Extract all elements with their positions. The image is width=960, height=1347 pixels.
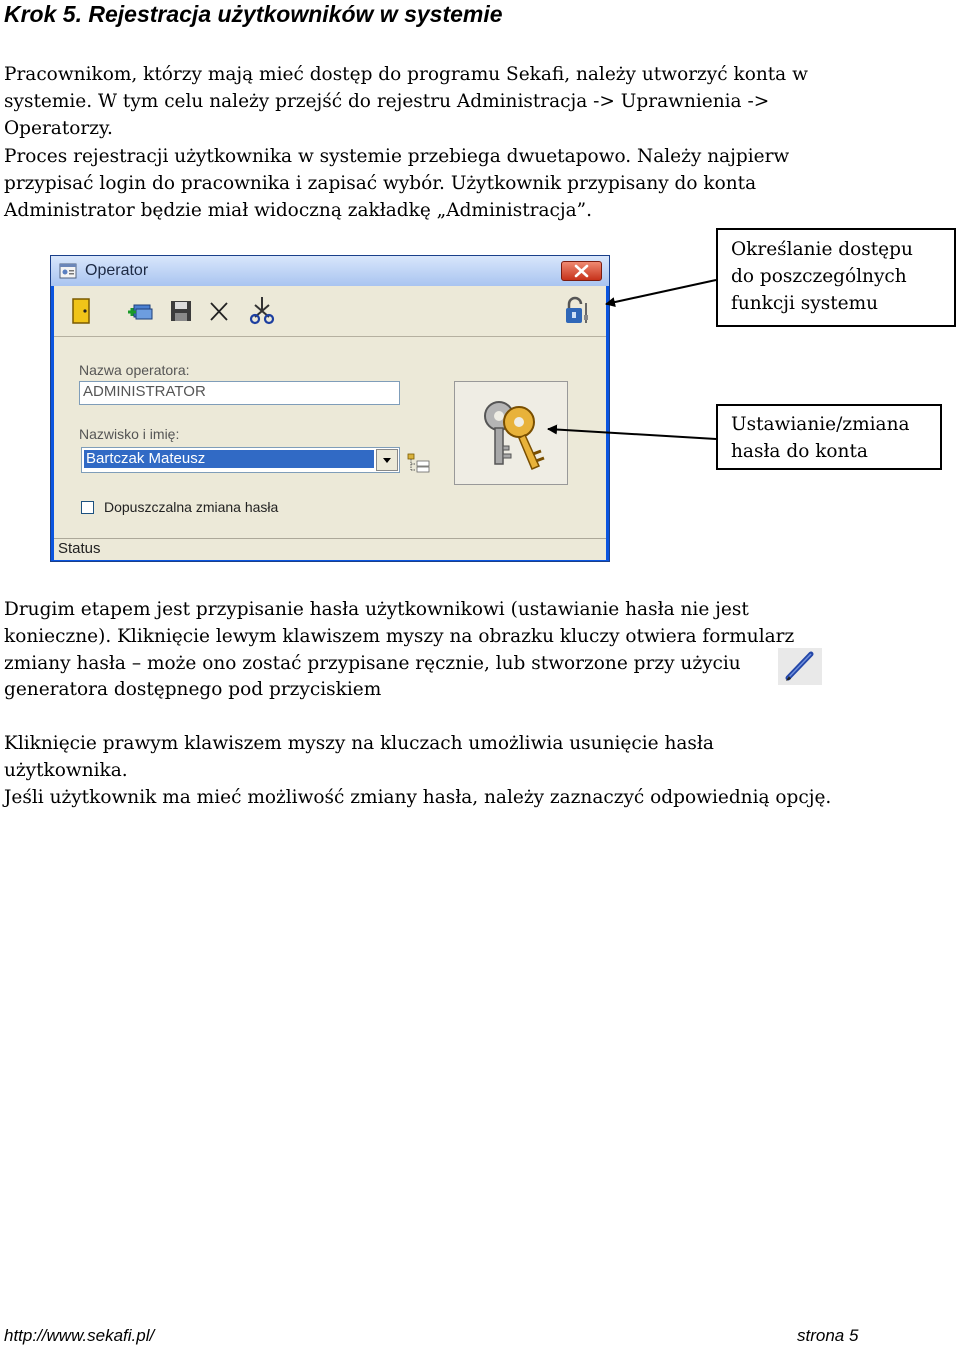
- paragraph-line: Operatorzy.: [4, 117, 113, 139]
- paragraph-line: konieczne). Kliknięcie lewym klawiszem myszy na obrazku kluczy otwiera formularz: [4, 625, 795, 647]
- pencil-icon: [778, 648, 822, 685]
- password-arrow: [548, 429, 716, 439]
- paragraph-line: użytkownika.: [4, 759, 128, 781]
- operator-name-label: Nazwa operatora:: [79, 362, 190, 378]
- paragraph-line: zmiany hasła – może ono zostać przypisane ręcznie, lub stworzone przy użyciu: [4, 652, 741, 674]
- second-step-paragraph: [4, 597, 904, 704]
- page-heading: Krok 5. Rejestracja użytkowników w systemie: [4, 1, 503, 27]
- callout-line: hasła do konta: [731, 440, 868, 462]
- person-selected-value: Bartczak Mateusz: [84, 450, 374, 468]
- password-generator-button[interactable]: [778, 648, 822, 685]
- paragraph-line: Proces rejestracji użytkownika w systemie przebiega dwuetapowo. Należy najpierw: [4, 146, 790, 167]
- dialog-title: Operator: [85, 262, 149, 279]
- operator-name-input[interactable]: ADMINISTRATOR: [79, 381, 400, 405]
- paragraph-line: Pracownikom, którzy mają mieć dostęp do programu Sekafi, należy utworzyć konta w: [4, 64, 808, 85]
- paragraph-line: przypisać login do pracownika i zapisać wybór. Użytkownik przypisany do konta: [4, 172, 757, 194]
- callout-line: Określanie dostępu: [731, 239, 913, 260]
- final-paragraph: [4, 731, 904, 811]
- footer-url: http://www.sekafi.pl/: [4, 1326, 155, 1345]
- paragraph-line: systemie. W tym celu należy przejść do rejestru Administracja -> Uprawnienia ->: [4, 90, 770, 112]
- paragraph-line: Kliknięcie prawym klawiszem myszy na kluczach umożliwia usunięcie hasła: [4, 733, 714, 754]
- access-arrow: [606, 280, 716, 304]
- paragraph-line: Jeśli użytkownik ma mieć możliwość zmiany hasła, należy zaznaczyć odpowiednią opcję.: [4, 786, 832, 808]
- paragraph-line: Administrator będzie miał widoczną zakładkę „Administracja”.: [4, 199, 592, 221]
- page-number: strona 5: [797, 1326, 859, 1345]
- person-label: Nazwisko i imię:: [79, 426, 180, 442]
- callout-line: Ustawianie/zmiana: [731, 414, 910, 435]
- callout-line: funkcji systemu: [731, 292, 879, 314]
- allow-password-change-label: Dopuszczalna zmiana hasła: [104, 499, 279, 515]
- paragraph-line: generatora dostępnego pod przyciskiem: [4, 679, 382, 701]
- paragraph-line: Drugim etapem jest przypisanie hasła użytkownikowi (ustawianie hasła nie jest: [4, 599, 749, 620]
- callout-line: do poszczególnych: [731, 265, 907, 287]
- status-label: Status: [58, 540, 101, 557]
